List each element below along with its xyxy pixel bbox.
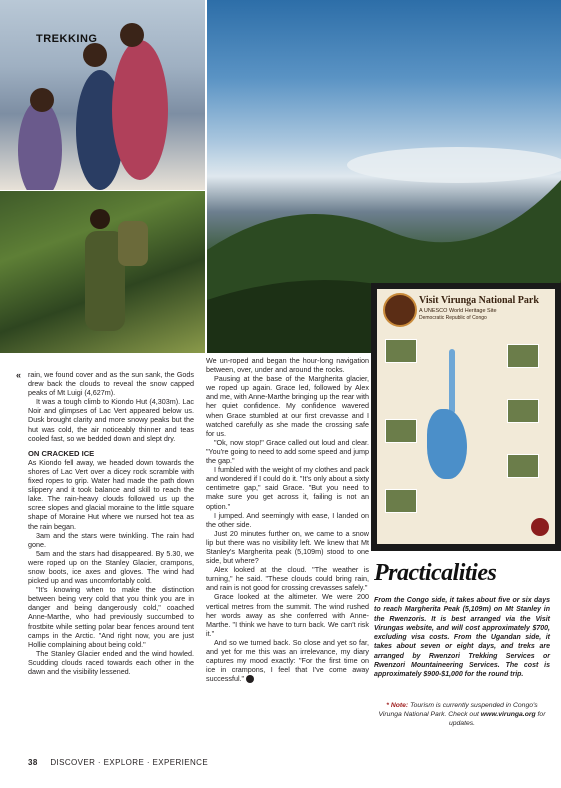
ranger-photo: [0, 191, 205, 353]
paragraph: Just 20 minutes further on, we came to a snow lip but there was no visibility left. We knew that Mt Stanley's Margherita peak (5,109m) stood to one side, but where?: [206, 528, 369, 566]
continued-chevron: «: [16, 370, 22, 380]
subheading: ON CRACKED ICE: [28, 448, 95, 458]
paragraph: The Stanley Glacier ended and the wind howled. Scudding clouds raced towards each other in the dawn and the visibility lessened.: [28, 648, 194, 676]
note-end: for updates.: [448, 710, 546, 727]
paragraph: I jumped. And seemingly with ease, I landed on the other side.: [206, 510, 369, 529]
paragraph: I fumbled with the weight of my clothes and pack and wondered if I could do it. "It's only about a sixty centimetre gap," said Grace. "But you need to make sure you get across it, failing is not an option.": [206, 465, 369, 511]
lake-shape: [427, 409, 467, 479]
paragraph: "Ok, now stop!" Grace called out loud and clear. "You're going to need to add some speed and jump the gap.": [206, 437, 369, 466]
map-subtitle: A UNESCO World Heritage Site: [419, 308, 497, 314]
paragraph: rain, we found cover and as the sun sank, the Gods drew back the clouds to reveal the snow capped peaks of Mt Luigi (4,627m).: [28, 370, 194, 398]
paragraph: As Kiondo fell away, we headed down towards the shores of Lac Vert over a dicey rock scramble with fixed ropes to grip. Water had made the path down slippery and it took balance and skill to reach the lake. The rain-heavy clouds followed us up the scree slopes and glacial moraine to the little square shape of Moraine Hut where we nursed hot tea as the rain began.: [28, 457, 194, 531]
map-title: Visit Virunga National Park: [419, 295, 539, 306]
climbers-illustration: [0, 0, 205, 190]
paragraph: "It's knowing when to make the distinction between being very cold that you think you are in danger and being dangerously cold," coached Anne-Marthe, who had previously succumbed to frostbite while setting polar bear fences around tent camps in the Arctic. "And right now, you are just Hollie complaining about being cold.": [28, 585, 194, 649]
article-column-1: [28, 370, 194, 676]
note-link[interactable]: www.virunga.org: [480, 710, 536, 718]
paragraph-text: And so we turned back. So close and yet so far, and yet for me this was an irrelevance, my diary captures my mood exactly: "For the first time on ice in crampons, I feel that I've come away successful.": [206, 637, 369, 684]
paragraph: Grace looked at the altimeter. We were 200 vertical metres from the summit. The wind rushed her words away as she conferred with Anne-Marthe. "I think we have to turn back. We can't risk it.": [206, 592, 369, 638]
note-label: * Note:: [386, 702, 409, 709]
article-column-2: [206, 356, 369, 683]
page-number: 38: [28, 758, 38, 767]
map-thumbnail: [507, 344, 539, 368]
map-thumbnail: [507, 399, 539, 423]
paragraph: 3am and the stars were twinkling. The rain had gone.: [28, 530, 194, 549]
badge-icon: [531, 518, 549, 536]
paragraph: We un-roped and began the hour-long navigation between, over, under and around the rocks.: [206, 356, 369, 375]
river-shape: [449, 349, 455, 414]
map-thumbnail: [385, 489, 417, 513]
map-thumbnail: [385, 339, 417, 363]
section-label: TREKKING: [36, 33, 98, 45]
footer-tagline: DISCOVER · EXPLORE · EXPERIENCE: [50, 758, 209, 767]
page-footer: [28, 758, 208, 767]
practicalities-note: [374, 702, 550, 728]
park-logo-icon: [383, 293, 417, 327]
map-thumbnail: [385, 419, 417, 443]
map-country: Democratic Republic of Congo: [419, 315, 487, 321]
paragraph: Alex looked at the cloud. "The weather is turning," he said. "These clouds could bring rain, and rain is not good for crossing crevasses safely.": [206, 565, 369, 593]
ranger-illustration: [0, 191, 205, 353]
practicalities-title: Practicalities: [374, 560, 497, 586]
end-of-article-icon: N: [246, 675, 254, 683]
note-text: Tourism is currently suspended in Congo's Virunga National Park. Check out: [378, 702, 538, 718]
map-thumbnail: [507, 454, 539, 478]
paragraph: [206, 638, 369, 683]
park-map: [377, 289, 555, 544]
park-map-panel: [371, 283, 561, 551]
practicalities-body: From the Congo side, it takes about five or six days to reach Margherita Peak (5,109m) on Mt Stanley in the Rwenzoris. It is best arranged via the Visit Virungas website, and will cost approximately $700, excluding visa costs. From the Ugandan side, it takes about seven or eight days, and treks are arranged by Rwenzori Trekking Services or Rwenzori Mountaineering Services. The cost is approximately $900-$1,000 for the round trip.: [374, 597, 550, 679]
paragraph: 5am and the stars had disappeared. By 5.30, we were roped up on the Stanley Glacier, crampons, snow boots, ice axes and gloves. The wind had picked up and was uncomfortably cold.: [28, 548, 194, 586]
paragraph: Pausing at the base of the Margherita glacier, we roped up again. Grace led, followed by Alex and me, with Anne-Marthe bringing up the rear with her quiet confidence. My confidence wavered when Grace stumbled at our first crevasse and I watched carefully as she made the crossing safe for us.: [206, 374, 370, 438]
paragraph: It was a tough climb to Kiondo Hut (4,303m). Lac Noir and glimpses of Lac Vert appeared below us. Dusk brought clarity and more snowy peaks but the hut was cold, the air noticeably thinner and teas cooled fast, so we bedded down and slept dry.: [28, 397, 194, 443]
climbers-photo: [0, 0, 205, 190]
